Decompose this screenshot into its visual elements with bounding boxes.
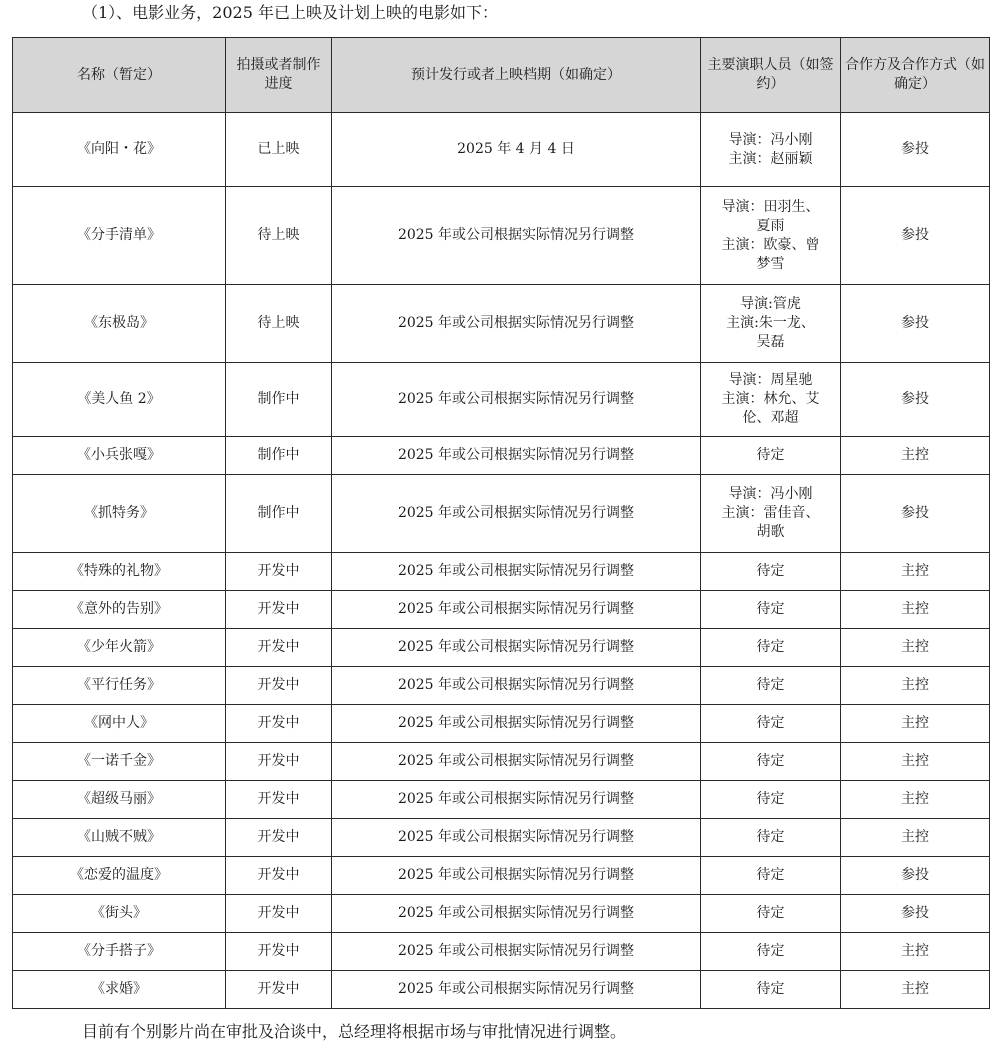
cast-line: 导演:管虎 xyxy=(740,296,801,312)
table-row xyxy=(13,285,990,363)
cast-line: 待定 xyxy=(756,981,785,997)
header-name: 名称（暂定） xyxy=(13,38,226,113)
progress-cell: 开发中 xyxy=(226,667,332,705)
cast-cell xyxy=(701,781,841,819)
cast-cell xyxy=(701,475,841,553)
partner-cell: 参投 xyxy=(841,895,990,933)
cast-line: 吴磊 xyxy=(756,334,785,350)
cast-line: 待定 xyxy=(756,563,785,579)
table-row xyxy=(13,437,990,475)
schedule-cell: 2025 年或公司根据实际情况另行调整 xyxy=(332,437,701,475)
progress-cell: 开发中 xyxy=(226,971,332,1009)
progress-cell: 开发中 xyxy=(226,819,332,857)
cast-line: 待定 xyxy=(756,677,785,693)
table-row xyxy=(13,819,990,857)
schedule-cell: 2025 年 4 月 4 日 xyxy=(332,113,701,187)
cast-cell xyxy=(701,591,841,629)
schedule-cell: 2025 年或公司根据实际情况另行调整 xyxy=(332,781,701,819)
footnote: 目前有个别影片尚在审批及洽谈中，总经理将根据市场与审批情况进行调整。 xyxy=(82,1022,627,1041)
cast-line: 待定 xyxy=(756,943,785,959)
partner-cell: 主控 xyxy=(841,933,990,971)
cast-line: 待定 xyxy=(756,791,785,807)
cast-cell xyxy=(701,285,841,363)
schedule-cell: 2025 年或公司根据实际情况另行调整 xyxy=(332,475,701,553)
table-body xyxy=(13,113,990,1009)
schedule-cell: 2025 年或公司根据实际情况另行调整 xyxy=(332,591,701,629)
film-name-cell: 《特殊的礼物》 xyxy=(13,553,226,591)
schedule-cell: 2025 年或公司根据实际情况另行调整 xyxy=(332,857,701,895)
cast-cell xyxy=(701,437,841,475)
film-name-cell: 《网中人》 xyxy=(13,705,226,743)
table-row xyxy=(13,629,990,667)
cast-cell xyxy=(701,667,841,705)
table-row xyxy=(13,667,990,705)
film-name-cell: 《一诺千金》 xyxy=(13,743,226,781)
table-row xyxy=(13,113,990,187)
film-name-cell: 《街头》 xyxy=(13,895,226,933)
cast-line: 待定 xyxy=(756,601,785,617)
table-row xyxy=(13,933,990,971)
table-row xyxy=(13,475,990,553)
film-name-cell: 《抓特务》 xyxy=(13,475,226,553)
cast-line: 主演：林允、艾 xyxy=(721,391,820,407)
schedule-cell: 2025 年或公司根据实际情况另行调整 xyxy=(332,933,701,971)
progress-cell: 制作中 xyxy=(226,437,332,475)
cast-cell xyxy=(701,857,841,895)
table-header-row xyxy=(13,38,990,113)
progress-cell: 待上映 xyxy=(226,187,332,285)
cast-line: 待定 xyxy=(756,715,785,731)
progress-cell: 制作中 xyxy=(226,363,332,437)
film-name-cell: 《向阳・花》 xyxy=(13,113,226,187)
table-row xyxy=(13,857,990,895)
cast-cell xyxy=(701,895,841,933)
header-schedule: 预计发行或者上映档期（如确定） xyxy=(332,38,701,113)
cast-cell xyxy=(701,705,841,743)
schedule-cell: 2025 年或公司根据实际情况另行调整 xyxy=(332,819,701,857)
film-name-cell: 《小兵张嘎》 xyxy=(13,437,226,475)
film-name-cell: 《美人鱼 2》 xyxy=(13,363,226,437)
cast-line: 主演：欧豪、曾 xyxy=(721,236,820,253)
cast-cell xyxy=(701,933,841,971)
cast-line: 伦、邓超 xyxy=(742,410,799,426)
partner-cell: 主控 xyxy=(841,971,990,1009)
partner-cell: 主控 xyxy=(841,705,990,743)
cast-line: 待定 xyxy=(756,867,785,883)
progress-cell: 开发中 xyxy=(226,933,332,971)
film-name-cell: 《分手搭子》 xyxy=(13,933,226,971)
cast-cell xyxy=(701,743,841,781)
table-row xyxy=(13,363,990,437)
cast-line: 夏雨 xyxy=(756,217,785,234)
film-name-cell: 《意外的告别》 xyxy=(13,591,226,629)
progress-cell: 开发中 xyxy=(226,591,332,629)
partner-cell: 参投 xyxy=(841,857,990,895)
cast-line: 待定 xyxy=(756,829,785,845)
schedule-cell: 2025 年或公司根据实际情况另行调整 xyxy=(332,285,701,363)
partner-cell: 主控 xyxy=(841,437,990,475)
cast-line: 胡歌 xyxy=(756,524,785,540)
partner-cell: 主控 xyxy=(841,781,990,819)
schedule-cell: 2025 年或公司根据实际情况另行调整 xyxy=(332,705,701,743)
cast-line: 导演：田羽生、 xyxy=(721,198,820,215)
film-name-cell: 《平行任务》 xyxy=(13,667,226,705)
table-row xyxy=(13,553,990,591)
partner-cell: 主控 xyxy=(841,591,990,629)
partner-cell: 参投 xyxy=(841,475,990,553)
progress-cell: 开发中 xyxy=(226,705,332,743)
cast-line: 待定 xyxy=(756,905,785,921)
cast-line: 导演：周星驰 xyxy=(728,372,813,388)
progress-cell: 开发中 xyxy=(226,743,332,781)
table-row xyxy=(13,187,990,285)
progress-cell: 制作中 xyxy=(226,475,332,553)
progress-cell: 开发中 xyxy=(226,781,332,819)
progress-cell: 已上映 xyxy=(226,113,332,187)
cast-cell xyxy=(701,971,841,1009)
partner-cell: 参投 xyxy=(841,285,990,363)
progress-cell: 开发中 xyxy=(226,895,332,933)
cast-line: 主演：雷佳音、 xyxy=(721,505,820,521)
schedule-cell: 2025 年或公司根据实际情况另行调整 xyxy=(332,187,701,285)
table-row xyxy=(13,743,990,781)
cast-cell xyxy=(701,187,841,285)
film-name-cell: 《求婚》 xyxy=(13,971,226,1009)
table-row xyxy=(13,781,990,819)
schedule-cell: 2025 年或公司根据实际情况另行调整 xyxy=(332,895,701,933)
table-row xyxy=(13,971,990,1009)
table-row xyxy=(13,705,990,743)
schedule-cell: 2025 年或公司根据实际情况另行调整 xyxy=(332,667,701,705)
header-progress: 拍摄或者制作进度 xyxy=(226,38,332,113)
schedule-cell: 2025 年或公司根据实际情况另行调整 xyxy=(332,553,701,591)
schedule-cell: 2025 年或公司根据实际情况另行调整 xyxy=(332,971,701,1009)
table-row xyxy=(13,591,990,629)
cast-line: 主演:朱一龙、 xyxy=(726,315,815,331)
schedule-cell: 2025 年或公司根据实际情况另行调整 xyxy=(332,629,701,667)
cast-line: 待定 xyxy=(756,753,785,769)
progress-cell: 开发中 xyxy=(226,629,332,667)
cast-cell xyxy=(701,553,841,591)
cast-line: 梦雪 xyxy=(756,255,785,272)
cast-cell xyxy=(701,113,841,187)
schedule-cell: 2025 年或公司根据实际情况另行调整 xyxy=(332,743,701,781)
header-partner: 合作方及合作方式（如确定） xyxy=(841,38,990,113)
film-name-cell: 《超级马丽》 xyxy=(13,781,226,819)
film-name-cell: 《山贼不贼》 xyxy=(13,819,226,857)
film-name-cell: 《少年火箭》 xyxy=(13,629,226,667)
partner-cell: 参投 xyxy=(841,187,990,285)
header-cast: 主要演职人员（如签约） xyxy=(701,38,841,113)
cast-cell xyxy=(701,629,841,667)
schedule-cell: 2025 年或公司根据实际情况另行调整 xyxy=(332,363,701,437)
table-row xyxy=(13,895,990,933)
progress-cell: 开发中 xyxy=(226,553,332,591)
partner-cell: 主控 xyxy=(841,819,990,857)
partner-cell: 主控 xyxy=(841,743,990,781)
cast-line: 主演：赵丽颖 xyxy=(728,150,813,167)
cast-line: 待定 xyxy=(756,447,785,463)
cast-line: 导演：冯小刚 xyxy=(728,486,813,502)
partner-cell: 主控 xyxy=(841,629,990,667)
partner-cell: 主控 xyxy=(841,667,990,705)
film-name-cell: 《分手清单》 xyxy=(13,187,226,285)
film-table xyxy=(12,37,990,1009)
cast-line: 导演：冯小刚 xyxy=(728,131,813,148)
progress-cell: 待上映 xyxy=(226,285,332,363)
film-name-cell: 《恋爱的温度》 xyxy=(13,857,226,895)
section-heading: （1）、电影业务，2025 年已上映及计划上映的电影如下： xyxy=(82,3,498,22)
cast-line: 待定 xyxy=(756,639,785,655)
partner-cell: 参投 xyxy=(841,363,990,437)
cast-cell xyxy=(701,819,841,857)
progress-cell: 开发中 xyxy=(226,857,332,895)
film-name-cell: 《东极岛》 xyxy=(13,285,226,363)
partner-cell: 主控 xyxy=(841,553,990,591)
cast-cell xyxy=(701,363,841,437)
partner-cell: 参投 xyxy=(841,113,990,187)
